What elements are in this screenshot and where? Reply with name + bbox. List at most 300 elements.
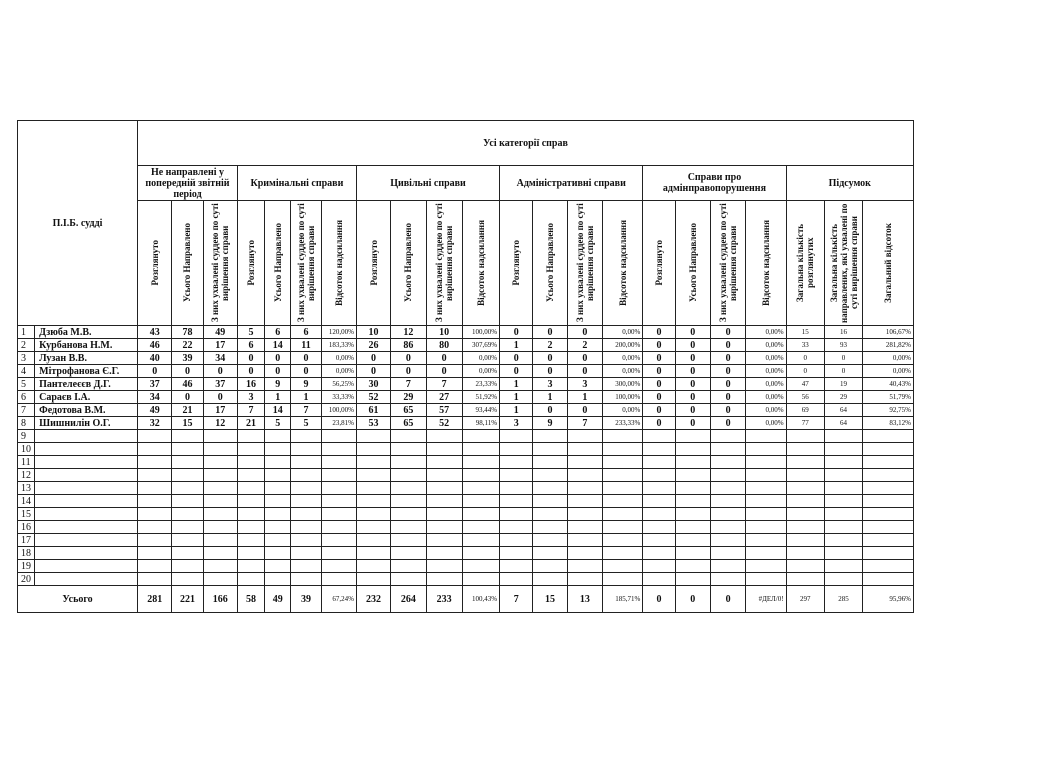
value-cell: 0	[567, 326, 602, 339]
row-number: 17	[18, 534, 35, 547]
judge-name: Сараєв І.А.	[35, 391, 138, 404]
empty-cell	[391, 534, 426, 547]
empty-cell	[356, 573, 390, 586]
column-header: З них ухвалені суддею по суті вирішення справи	[567, 201, 602, 326]
empty-cell	[203, 482, 237, 495]
empty-cell	[824, 456, 862, 469]
total-value: 185,71%	[603, 586, 643, 613]
empty-cell	[863, 430, 914, 443]
empty-cell	[863, 508, 914, 521]
empty-cell	[172, 443, 203, 456]
row-number: 5	[18, 378, 35, 391]
value-cell: 0	[356, 352, 390, 365]
empty-cell	[35, 469, 138, 482]
value-cell: 47	[786, 378, 824, 391]
empty-cell	[35, 547, 138, 560]
value-cell: 12	[391, 326, 426, 339]
value-cell: 0,00%	[462, 365, 499, 378]
empty-cell	[203, 443, 237, 456]
value-cell: 0	[567, 404, 602, 417]
empty-cell	[710, 560, 745, 573]
total-value: 58	[237, 586, 264, 613]
empty-cell	[567, 456, 602, 469]
empty-cell	[533, 547, 567, 560]
empty-cell	[356, 508, 390, 521]
empty-cell	[533, 469, 567, 482]
value-cell: 0	[675, 404, 710, 417]
value-cell: 0	[675, 339, 710, 352]
value-cell: 0	[500, 365, 533, 378]
empty-cell	[291, 482, 321, 495]
value-cell: 1	[533, 391, 567, 404]
row-number: 15	[18, 508, 35, 521]
value-cell: 14	[265, 404, 291, 417]
column-header: Усього Направлено	[675, 201, 710, 326]
empty-cell	[603, 469, 643, 482]
empty-cell	[321, 560, 356, 573]
judge-name: Дзюба М.В.	[35, 326, 138, 339]
value-cell: 40,43%	[863, 378, 914, 391]
empty-cell	[203, 573, 237, 586]
empty-cell	[172, 456, 203, 469]
empty-cell	[237, 508, 264, 521]
empty-cell	[786, 508, 824, 521]
empty-cell	[643, 534, 675, 547]
empty-cell	[265, 443, 291, 456]
empty-cell	[426, 508, 462, 521]
empty-cell	[603, 495, 643, 508]
value-cell: 0	[710, 404, 745, 417]
value-cell: 19	[824, 378, 862, 391]
column-header: Відсоток надсилання	[746, 201, 786, 326]
total-value: 297	[786, 586, 824, 613]
table-row	[18, 391, 914, 404]
column-header: Загальна кількість розглянутих	[786, 201, 824, 326]
empty-cell	[138, 430, 172, 443]
value-cell: 0	[567, 352, 602, 365]
value-cell: 120,00%	[321, 326, 356, 339]
value-cell: 0	[710, 339, 745, 352]
empty-cell	[356, 469, 390, 482]
empty-cell	[500, 469, 533, 482]
empty-cell	[824, 534, 862, 547]
value-cell: 15	[786, 326, 824, 339]
total-value: 7	[500, 586, 533, 613]
value-cell: 22	[172, 339, 203, 352]
empty-cell	[824, 508, 862, 521]
empty-cell	[356, 430, 390, 443]
value-cell: 56,25%	[321, 378, 356, 391]
empty-cell	[746, 547, 786, 560]
column-header: Усього Направлено	[265, 201, 291, 326]
value-cell: 0	[643, 417, 675, 430]
empty-cell	[35, 482, 138, 495]
empty-cell	[35, 430, 138, 443]
value-cell: 0	[203, 365, 237, 378]
empty-cell	[786, 430, 824, 443]
empty-cell	[603, 547, 643, 560]
empty-cell	[321, 495, 356, 508]
empty-cell	[462, 560, 499, 573]
column-header: Загальна кількість направлених, які ухвалені по суті вирішення справи	[824, 201, 862, 326]
empty-cell	[533, 482, 567, 495]
value-cell: 0	[675, 365, 710, 378]
empty-cell	[203, 430, 237, 443]
empty-cell	[391, 456, 426, 469]
empty-cell	[533, 534, 567, 547]
empty-cell	[356, 521, 390, 534]
empty-cell	[533, 508, 567, 521]
empty-row	[18, 573, 914, 586]
value-cell: 27	[426, 391, 462, 404]
total-value: 264	[391, 586, 426, 613]
empty-cell	[710, 456, 745, 469]
row-number: 11	[18, 456, 35, 469]
column-header: Розглянуто	[643, 201, 675, 326]
value-cell: 0	[265, 352, 291, 365]
empty-cell	[643, 430, 675, 443]
value-cell: 0	[203, 391, 237, 404]
empty-cell	[265, 430, 291, 443]
empty-cell	[291, 430, 321, 443]
empty-cell	[567, 534, 602, 547]
total-value: 0	[643, 586, 675, 613]
row-number: 12	[18, 469, 35, 482]
column-header: З них ухвалені суддею по суті вирішення справи	[426, 201, 462, 326]
empty-cell	[643, 469, 675, 482]
empty-cell	[500, 521, 533, 534]
value-cell: 0	[710, 378, 745, 391]
column-header: З них ухвалені суддею по суті вирішення справи	[203, 201, 237, 326]
empty-cell	[824, 547, 862, 560]
empty-cell	[321, 469, 356, 482]
empty-cell	[138, 443, 172, 456]
value-cell: 0	[391, 365, 426, 378]
empty-cell	[35, 521, 138, 534]
empty-cell	[603, 430, 643, 443]
value-cell: 300,00%	[603, 378, 643, 391]
empty-cell	[710, 469, 745, 482]
empty-row	[18, 482, 914, 495]
value-cell: 0,00%	[863, 365, 914, 378]
judge-name: Шишнилін О.Г.	[35, 417, 138, 430]
table-row	[18, 417, 914, 430]
value-cell: 1	[500, 378, 533, 391]
empty-cell	[172, 547, 203, 560]
empty-cell	[391, 482, 426, 495]
empty-cell	[391, 547, 426, 560]
group-header: Цивільні справи	[356, 166, 499, 201]
value-cell: 77	[786, 417, 824, 430]
value-cell: 3	[567, 378, 602, 391]
empty-cell	[237, 443, 264, 456]
empty-cell	[710, 508, 745, 521]
value-cell: 100,00%	[603, 391, 643, 404]
group-header: Справи про адмінправопорушення	[643, 166, 786, 201]
empty-cell	[138, 469, 172, 482]
value-cell: 0,00%	[603, 404, 643, 417]
value-cell: 23,33%	[462, 378, 499, 391]
empty-cell	[138, 547, 172, 560]
empty-row	[18, 547, 914, 560]
empty-cell	[567, 521, 602, 534]
empty-cell	[265, 456, 291, 469]
value-cell: 0,00%	[746, 365, 786, 378]
empty-cell	[675, 534, 710, 547]
value-cell: 0,00%	[603, 326, 643, 339]
row-number: 19	[18, 560, 35, 573]
total-value: 39	[291, 586, 321, 613]
empty-cell	[603, 443, 643, 456]
empty-cell	[462, 456, 499, 469]
value-cell: 0,00%	[746, 352, 786, 365]
empty-cell	[291, 534, 321, 547]
empty-cell	[533, 443, 567, 456]
total-value: 49	[265, 586, 291, 613]
empty-cell	[265, 547, 291, 560]
empty-cell	[391, 560, 426, 573]
value-cell: 1	[500, 391, 533, 404]
empty-cell	[567, 495, 602, 508]
column-header: Усього Направлено	[391, 201, 426, 326]
column-header: Розглянуто	[356, 201, 390, 326]
total-value: 281	[138, 586, 172, 613]
value-cell: 1	[500, 404, 533, 417]
value-cell: 0	[237, 365, 264, 378]
empty-cell	[533, 495, 567, 508]
value-cell: 100,00%	[462, 326, 499, 339]
value-cell: 61	[356, 404, 390, 417]
empty-cell	[321, 482, 356, 495]
table-row	[18, 378, 914, 391]
empty-cell	[237, 456, 264, 469]
value-cell: 17	[203, 404, 237, 417]
empty-cell	[500, 534, 533, 547]
total-value: 0	[710, 586, 745, 613]
value-cell: 33,33%	[321, 391, 356, 404]
empty-cell	[710, 443, 745, 456]
value-cell: 1	[567, 391, 602, 404]
empty-cell	[746, 443, 786, 456]
value-cell: 78	[172, 326, 203, 339]
empty-cell	[462, 482, 499, 495]
value-cell: 0	[710, 352, 745, 365]
value-cell: 0	[824, 352, 862, 365]
empty-cell	[863, 560, 914, 573]
value-cell: 26	[356, 339, 390, 352]
value-cell: 200,00%	[603, 339, 643, 352]
empty-cell	[203, 560, 237, 573]
empty-cell	[172, 560, 203, 573]
empty-cell	[500, 443, 533, 456]
empty-cell	[265, 573, 291, 586]
empty-cell	[603, 508, 643, 521]
empty-cell	[462, 443, 499, 456]
value-cell: 34	[138, 391, 172, 404]
empty-cell	[643, 443, 675, 456]
value-cell: 0	[172, 391, 203, 404]
empty-cell	[603, 521, 643, 534]
empty-cell	[172, 521, 203, 534]
empty-cell	[172, 573, 203, 586]
total-value: 13	[567, 586, 602, 613]
empty-cell	[863, 547, 914, 560]
value-cell: 37	[203, 378, 237, 391]
empty-cell	[462, 508, 499, 521]
empty-cell	[265, 534, 291, 547]
column-header: Відсоток надсилання	[603, 201, 643, 326]
empty-cell	[172, 534, 203, 547]
empty-cell	[675, 495, 710, 508]
judge-name: Лузан В.В.	[35, 352, 138, 365]
empty-cell	[567, 469, 602, 482]
empty-cell	[643, 547, 675, 560]
empty-row	[18, 443, 914, 456]
empty-cell	[356, 534, 390, 547]
value-cell: 0	[567, 365, 602, 378]
value-cell: 0	[786, 352, 824, 365]
value-cell: 0	[172, 365, 203, 378]
empty-cell	[746, 521, 786, 534]
empty-cell	[265, 521, 291, 534]
value-cell: 21	[172, 404, 203, 417]
empty-cell	[786, 521, 824, 534]
value-cell: 0	[643, 378, 675, 391]
empty-cell	[426, 547, 462, 560]
value-cell: 83,12%	[863, 417, 914, 430]
empty-cell	[35, 443, 138, 456]
empty-cell	[675, 560, 710, 573]
value-cell: 7	[237, 404, 264, 417]
row-number: 7	[18, 404, 35, 417]
value-cell: 307,69%	[462, 339, 499, 352]
empty-row	[18, 430, 914, 443]
value-cell: 0,00%	[746, 391, 786, 404]
value-cell: 12	[203, 417, 237, 430]
empty-cell	[746, 560, 786, 573]
value-cell: 93	[824, 339, 862, 352]
total-value: 0	[675, 586, 710, 613]
empty-cell	[500, 456, 533, 469]
empty-cell	[265, 560, 291, 573]
empty-cell	[265, 482, 291, 495]
total-row	[18, 586, 914, 613]
empty-cell	[35, 495, 138, 508]
empty-cell	[710, 495, 745, 508]
column-header: Розглянуто	[138, 201, 172, 326]
row-number: 4	[18, 365, 35, 378]
empty-cell	[356, 560, 390, 573]
value-cell: 51,92%	[462, 391, 499, 404]
empty-cell	[786, 547, 824, 560]
value-cell: 0	[675, 391, 710, 404]
value-cell: 0	[824, 365, 862, 378]
empty-cell	[391, 443, 426, 456]
value-cell: 106,67%	[863, 326, 914, 339]
empty-cell	[675, 456, 710, 469]
empty-cell	[426, 443, 462, 456]
value-cell: 0	[533, 352, 567, 365]
empty-cell	[35, 508, 138, 521]
empty-cell	[138, 495, 172, 508]
value-cell: 0,00%	[746, 417, 786, 430]
empty-cell	[567, 573, 602, 586]
empty-cell	[426, 521, 462, 534]
empty-cell	[291, 521, 321, 534]
empty-cell	[786, 469, 824, 482]
empty-cell	[321, 430, 356, 443]
empty-cell	[567, 482, 602, 495]
value-cell: 0	[710, 417, 745, 430]
empty-cell	[643, 456, 675, 469]
group-header: Адміністративні справи	[500, 166, 643, 201]
empty-cell	[462, 547, 499, 560]
empty-cell	[675, 573, 710, 586]
empty-cell	[391, 495, 426, 508]
value-cell: 0	[710, 391, 745, 404]
value-cell: 2	[533, 339, 567, 352]
value-cell: 0	[643, 365, 675, 378]
empty-cell	[746, 469, 786, 482]
empty-cell	[35, 534, 138, 547]
empty-cell	[675, 443, 710, 456]
empty-cell	[863, 521, 914, 534]
empty-cell	[356, 443, 390, 456]
empty-cell	[321, 443, 356, 456]
value-cell: 2	[567, 339, 602, 352]
empty-cell	[291, 547, 321, 560]
total-value: 166	[203, 586, 237, 613]
value-cell: 0	[710, 365, 745, 378]
total-value: 221	[172, 586, 203, 613]
empty-cell	[138, 560, 172, 573]
empty-cell	[291, 573, 321, 586]
row-number: 9	[18, 430, 35, 443]
column-header: Відсоток надсилання	[321, 201, 356, 326]
empty-cell	[172, 495, 203, 508]
value-cell: 64	[824, 417, 862, 430]
empty-cell	[675, 430, 710, 443]
total-value: 285	[824, 586, 862, 613]
value-cell: 1	[500, 339, 533, 352]
judges-report-table	[17, 120, 914, 613]
value-cell: 9	[533, 417, 567, 430]
empty-cell	[746, 573, 786, 586]
empty-cell	[746, 482, 786, 495]
empty-cell	[500, 547, 533, 560]
empty-cell	[643, 508, 675, 521]
empty-cell	[710, 482, 745, 495]
empty-cell	[643, 495, 675, 508]
empty-cell	[203, 534, 237, 547]
empty-cell	[138, 534, 172, 547]
empty-row	[18, 495, 914, 508]
value-cell: 33	[786, 339, 824, 352]
column-header: З них ухвалені суддею по суті вирішення справи	[291, 201, 321, 326]
empty-cell	[500, 495, 533, 508]
group-header: Кримінальні справи	[237, 166, 356, 201]
column-header: Відсоток надсилання	[462, 201, 499, 326]
empty-cell	[824, 430, 862, 443]
empty-cell	[321, 508, 356, 521]
value-cell: 0	[643, 326, 675, 339]
empty-cell	[746, 534, 786, 547]
value-cell: 6	[237, 339, 264, 352]
value-cell: 23,81%	[321, 417, 356, 430]
empty-cell	[675, 521, 710, 534]
value-cell: 0	[500, 352, 533, 365]
row-number: 3	[18, 352, 35, 365]
